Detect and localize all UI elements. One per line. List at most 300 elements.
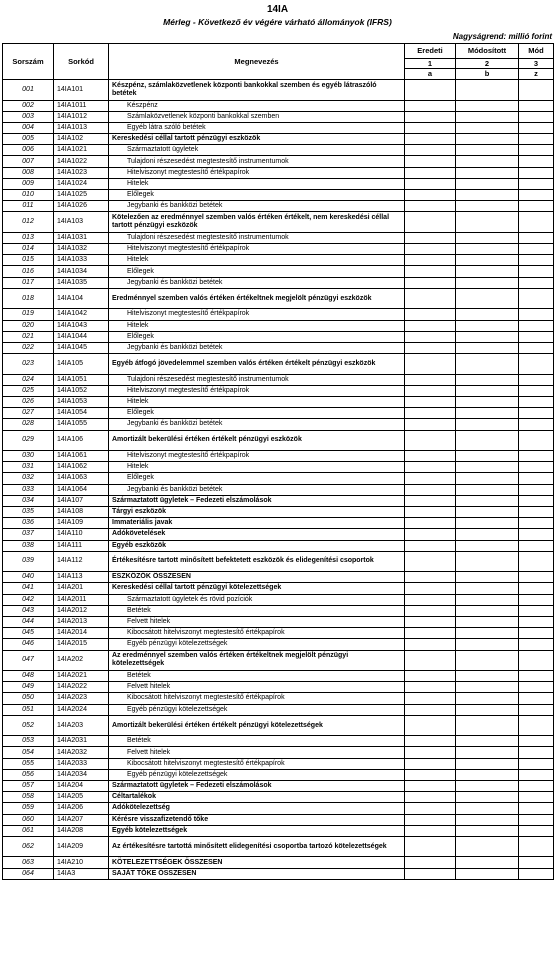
value-cell-modositott[interactable]	[456, 190, 519, 201]
value-cell-mod[interactable]	[519, 320, 554, 331]
value-cell-modositott[interactable]	[456, 551, 519, 572]
value-cell-eredeti[interactable]	[405, 495, 456, 506]
value-cell-mod[interactable]	[519, 122, 554, 133]
value-cell-modositott[interactable]	[456, 650, 519, 671]
value-cell-mod[interactable]	[519, 232, 554, 243]
value-cell-modositott[interactable]	[456, 156, 519, 167]
value-cell-eredeti[interactable]	[405, 111, 456, 122]
value-cell-modositott[interactable]	[456, 167, 519, 178]
row-sorkod: 14IA2024	[54, 704, 109, 715]
value-cell-mod[interactable]	[519, 868, 554, 879]
value-cell-mod[interactable]	[519, 792, 554, 803]
value-cell-mod[interactable]	[519, 342, 554, 353]
value-cell-mod[interactable]	[519, 462, 554, 473]
value-cell-mod[interactable]	[519, 529, 554, 540]
row-sorszam: 036	[3, 518, 54, 529]
value-cell-mod[interactable]	[519, 736, 554, 747]
value-cell-eredeti[interactable]	[405, 190, 456, 201]
value-cell-mod[interactable]	[519, 836, 554, 857]
value-cell-mod[interactable]	[519, 551, 554, 572]
value-cell-mod[interactable]	[519, 506, 554, 517]
row-sorszam: 003	[3, 111, 54, 122]
value-cell-eredeti[interactable]	[405, 736, 456, 747]
value-cell-modositott[interactable]	[456, 758, 519, 769]
value-cell-eredeti[interactable]	[405, 430, 456, 451]
row-sorszam: 041	[3, 583, 54, 594]
value-cell-eredeti[interactable]	[405, 266, 456, 277]
row-megnevezes: SAJÁT TŐKE ÖSSZESEN	[109, 868, 405, 879]
value-cell-modositott[interactable]	[456, 736, 519, 747]
row-sorkod: 14IA201	[54, 583, 109, 594]
row-sorkod: 14IA112	[54, 551, 109, 572]
value-cell-eredeti[interactable]	[405, 628, 456, 639]
value-cell-eredeti[interactable]	[405, 100, 456, 111]
table-row	[3, 693, 554, 704]
value-cell-modositott[interactable]	[456, 572, 519, 583]
table-row	[3, 736, 554, 747]
value-cell-mod[interactable]	[519, 190, 554, 201]
value-cell-eredeti[interactable]	[405, 857, 456, 868]
row-sorszam: 057	[3, 781, 54, 792]
row-sorszam: 025	[3, 385, 54, 396]
row-megnevezes: Kötelezően az eredménnyel szemben valós értéken értékelt, nem kereskedési céllal tartott pénzügyi eszközök	[109, 212, 405, 233]
table-row	[3, 781, 554, 792]
value-cell-eredeti[interactable]	[405, 255, 456, 266]
table-row	[3, 232, 554, 243]
row-sorszam: 046	[3, 639, 54, 650]
value-cell-mod[interactable]	[519, 451, 554, 462]
row-sorszam: 018	[3, 288, 54, 309]
value-cell-modositott[interactable]	[456, 814, 519, 825]
value-cell-modositott[interactable]	[456, 747, 519, 758]
row-sorszam: 059	[3, 803, 54, 814]
row-sorkod: 14IA2031	[54, 736, 109, 747]
value-cell-mod[interactable]	[519, 572, 554, 583]
value-cell-modositott[interactable]	[456, 201, 519, 212]
table-row	[3, 551, 554, 572]
value-cell-modositott[interactable]	[456, 704, 519, 715]
row-sorkod: 14IA1042	[54, 309, 109, 320]
value-cell-modositott[interactable]	[456, 100, 519, 111]
value-cell-mod[interactable]	[519, 594, 554, 605]
value-cell-modositott[interactable]	[456, 212, 519, 233]
row-sorszam: 020	[3, 320, 54, 331]
value-cell-modositott[interactable]	[456, 111, 519, 122]
row-megnevezes: Jegybanki és bankközi betétek	[109, 419, 405, 430]
value-cell-eredeti[interactable]	[405, 540, 456, 551]
value-cell-modositott[interactable]	[456, 277, 519, 288]
value-cell-modositott[interactable]	[456, 836, 519, 857]
row-megnevezes: Előlegek	[109, 473, 405, 484]
value-cell-eredeti[interactable]	[405, 803, 456, 814]
row-megnevezes: Kérésre visszafizetendő tőke	[109, 814, 405, 825]
row-sorszam: 029	[3, 430, 54, 451]
value-cell-modositott[interactable]	[456, 693, 519, 704]
value-cell-mod[interactable]	[519, 288, 554, 309]
table-header	[3, 44, 554, 80]
value-cell-mod[interactable]	[519, 803, 554, 814]
value-cell-eredeti[interactable]	[405, 529, 456, 540]
row-sorkod: 14IA2032	[54, 747, 109, 758]
value-cell-mod[interactable]	[519, 715, 554, 736]
row-sorkod: 14IA108	[54, 506, 109, 517]
value-cell-modositott[interactable]	[456, 309, 519, 320]
table-row	[3, 122, 554, 133]
row-sorkod: 14IA209	[54, 836, 109, 857]
row-megnevezes: Felvett hitelek	[109, 616, 405, 627]
value-cell-eredeti[interactable]	[405, 232, 456, 243]
row-megnevezes: Hitelek	[109, 178, 405, 189]
value-cell-mod[interactable]	[519, 484, 554, 495]
value-cell-modositott[interactable]	[456, 682, 519, 693]
value-cell-eredeti[interactable]	[405, 451, 456, 462]
row-megnevezes: KÖTELEZETTSÉGEK ÖSSZESEN	[109, 857, 405, 868]
value-cell-modositott[interactable]	[456, 616, 519, 627]
value-cell-mod[interactable]	[519, 111, 554, 122]
value-cell-mod[interactable]	[519, 178, 554, 189]
value-cell-eredeti[interactable]	[405, 178, 456, 189]
col-header-modositott: Módosított	[456, 44, 519, 59]
row-megnevezes: Egyéb pénzügyi kötelezettségek	[109, 769, 405, 780]
value-cell-mod[interactable]	[519, 704, 554, 715]
value-cell-eredeti[interactable]	[405, 320, 456, 331]
value-cell-modositott[interactable]	[456, 232, 519, 243]
value-cell-mod[interactable]	[519, 408, 554, 419]
value-cell-eredeti[interactable]	[405, 781, 456, 792]
value-cell-mod[interactable]	[519, 758, 554, 769]
value-cell-modositott[interactable]	[456, 628, 519, 639]
value-cell-eredeti[interactable]	[405, 309, 456, 320]
row-megnevezes: Egyéb átfogó jövedelemmel szemben valós értéken értékelt pénzügyi eszközök	[109, 354, 405, 375]
value-cell-mod[interactable]	[519, 277, 554, 288]
value-cell-modositott[interactable]	[456, 484, 519, 495]
value-cell-mod[interactable]	[519, 309, 554, 320]
value-cell-modositott[interactable]	[456, 354, 519, 375]
value-cell-mod[interactable]	[519, 540, 554, 551]
value-cell-eredeti[interactable]	[405, 518, 456, 529]
value-cell-eredeti[interactable]	[405, 616, 456, 627]
row-sorszam: 022	[3, 342, 54, 353]
value-cell-modositott[interactable]	[456, 792, 519, 803]
value-cell-eredeti[interactable]	[405, 167, 456, 178]
value-cell-mod[interactable]	[519, 266, 554, 277]
value-cell-eredeti[interactable]	[405, 212, 456, 233]
value-cell-mod[interactable]	[519, 396, 554, 407]
value-cell-eredeti[interactable]	[405, 758, 456, 769]
value-cell-mod[interactable]	[519, 201, 554, 212]
table-row	[3, 288, 554, 309]
value-cell-eredeti[interactable]	[405, 572, 456, 583]
value-cell-mod[interactable]	[519, 682, 554, 693]
row-sorkod: 14IA2014	[54, 628, 109, 639]
value-cell-eredeti[interactable]	[405, 288, 456, 309]
value-cell-modositott[interactable]	[456, 331, 519, 342]
table-row	[3, 671, 554, 682]
row-sorkod: 14IA1035	[54, 277, 109, 288]
value-cell-mod[interactable]	[519, 80, 554, 101]
row-sorszam: 052	[3, 715, 54, 736]
value-cell-modositott[interactable]	[456, 419, 519, 430]
value-cell-eredeti[interactable]	[405, 122, 456, 133]
row-sorszam: 010	[3, 190, 54, 201]
row-sorkod: 14IA2034	[54, 769, 109, 780]
value-cell-mod[interactable]	[519, 167, 554, 178]
row-sorkod: 14IA1043	[54, 320, 109, 331]
row-megnevezes: Jegybanki és bankközi betétek	[109, 201, 405, 212]
row-sorkod: 14IA204	[54, 781, 109, 792]
value-cell-modositott[interactable]	[456, 473, 519, 484]
value-cell-modositott[interactable]	[456, 803, 519, 814]
value-cell-modositott[interactable]	[456, 671, 519, 682]
table-row	[3, 111, 554, 122]
value-cell-mod[interactable]	[519, 628, 554, 639]
row-sorkod: 14IA1061	[54, 451, 109, 462]
table-row	[3, 529, 554, 540]
table-row	[3, 814, 554, 825]
value-cell-modositott[interactable]	[456, 80, 519, 101]
table-row	[3, 201, 554, 212]
value-cell-eredeti[interactable]	[405, 484, 456, 495]
col-header-sorkod: Sorkód	[54, 44, 109, 80]
value-cell-eredeti[interactable]	[405, 354, 456, 375]
value-cell-modositott[interactable]	[456, 825, 519, 836]
row-sorszam: 013	[3, 232, 54, 243]
value-cell-modositott[interactable]	[456, 374, 519, 385]
value-cell-eredeti[interactable]	[405, 277, 456, 288]
value-cell-mod[interactable]	[519, 671, 554, 682]
value-cell-eredeti[interactable]	[405, 385, 456, 396]
value-cell-modositott[interactable]	[456, 583, 519, 594]
row-megnevezes: Az értékesítésre tartottá minősített elidegenítési csoportba tartozó kötelezettségek	[109, 836, 405, 857]
value-cell-mod[interactable]	[519, 747, 554, 758]
value-cell-eredeti[interactable]	[405, 594, 456, 605]
value-cell-mod[interactable]	[519, 354, 554, 375]
value-cell-eredeti[interactable]	[405, 134, 456, 145]
value-cell-eredeti[interactable]	[405, 836, 456, 857]
value-cell-eredeti[interactable]	[405, 583, 456, 594]
value-cell-mod[interactable]	[519, 693, 554, 704]
row-sorszam: 034	[3, 495, 54, 506]
row-megnevezes: Eredménnyel szemben valós értéken értékeltnek megjelölt pénzügyi eszközök	[109, 288, 405, 309]
value-cell-mod[interactable]	[519, 650, 554, 671]
row-sorkod: 14IA207	[54, 814, 109, 825]
table-row	[3, 309, 554, 320]
value-cell-eredeti[interactable]	[405, 342, 456, 353]
row-sorkod: 14IA113	[54, 572, 109, 583]
value-cell-eredeti[interactable]	[405, 639, 456, 650]
table-row	[3, 616, 554, 627]
value-cell-eredeti[interactable]	[405, 693, 456, 704]
value-cell-eredeti[interactable]	[405, 374, 456, 385]
row-sorkod: 14IA110	[54, 529, 109, 540]
value-cell-modositott[interactable]	[456, 451, 519, 462]
value-cell-eredeti[interactable]	[405, 671, 456, 682]
row-sorkod: 14IA1063	[54, 473, 109, 484]
value-cell-mod[interactable]	[519, 100, 554, 111]
value-cell-modositott[interactable]	[456, 145, 519, 156]
value-cell-eredeti[interactable]	[405, 408, 456, 419]
value-cell-eredeti[interactable]	[405, 868, 456, 879]
value-cell-modositott[interactable]	[456, 715, 519, 736]
value-cell-modositott[interactable]	[456, 122, 519, 133]
value-cell-mod[interactable]	[519, 331, 554, 342]
table-row	[3, 639, 554, 650]
value-cell-mod[interactable]	[519, 134, 554, 145]
value-cell-mod[interactable]	[519, 857, 554, 868]
value-cell-mod[interactable]	[519, 244, 554, 255]
row-megnevezes: Amortizált bekerülési értéken értékelt pénzügyi eszközök	[109, 430, 405, 451]
value-cell-modositott[interactable]	[456, 506, 519, 517]
row-sorszam: 039	[3, 551, 54, 572]
value-cell-eredeti[interactable]	[405, 156, 456, 167]
value-cell-modositott[interactable]	[456, 408, 519, 419]
value-cell-modositott[interactable]	[456, 769, 519, 780]
value-cell-eredeti[interactable]	[405, 747, 456, 758]
value-cell-mod[interactable]	[519, 639, 554, 650]
value-cell-eredeti[interactable]	[405, 792, 456, 803]
table-body	[3, 80, 554, 880]
value-cell-modositott[interactable]	[456, 462, 519, 473]
value-cell-mod[interactable]	[519, 430, 554, 451]
table-row	[3, 836, 554, 857]
value-cell-eredeti[interactable]	[405, 506, 456, 517]
value-cell-modositott[interactable]	[456, 430, 519, 451]
row-sorszam: 035	[3, 506, 54, 517]
value-cell-mod[interactable]	[519, 616, 554, 627]
row-sorszam: 007	[3, 156, 54, 167]
value-cell-mod[interactable]	[519, 769, 554, 780]
value-cell-mod[interactable]	[519, 212, 554, 233]
value-cell-mod[interactable]	[519, 385, 554, 396]
value-cell-eredeti[interactable]	[405, 473, 456, 484]
value-cell-modositott[interactable]	[456, 857, 519, 868]
value-cell-eredeti[interactable]	[405, 605, 456, 616]
table-row	[3, 451, 554, 462]
table-row	[3, 857, 554, 868]
value-cell-modositott[interactable]	[456, 134, 519, 145]
value-cell-mod[interactable]	[519, 781, 554, 792]
value-cell-eredeti[interactable]	[405, 704, 456, 715]
value-cell-modositott[interactable]	[456, 594, 519, 605]
table-row	[3, 628, 554, 639]
col-header-eredeti: Eredeti	[405, 44, 456, 59]
value-cell-mod[interactable]	[519, 419, 554, 430]
value-cell-eredeti[interactable]	[405, 814, 456, 825]
row-sorszam: 058	[3, 792, 54, 803]
row-sorszam: 011	[3, 201, 54, 212]
row-megnevezes: Hitelek	[109, 255, 405, 266]
value-cell-modositott[interactable]	[456, 781, 519, 792]
value-cell-eredeti[interactable]	[405, 201, 456, 212]
value-cell-eredeti[interactable]	[405, 80, 456, 101]
row-sorkod: 14IA1024	[54, 178, 109, 189]
row-megnevezes: Egyéb látra szóló betétek	[109, 122, 405, 133]
value-cell-eredeti[interactable]	[405, 331, 456, 342]
value-cell-modositott[interactable]	[456, 868, 519, 879]
value-cell-eredeti[interactable]	[405, 419, 456, 430]
row-megnevezes: Származtatott ügyletek és rövid pozíciók	[109, 594, 405, 605]
row-sorszam: 017	[3, 277, 54, 288]
value-cell-eredeti[interactable]	[405, 396, 456, 407]
row-sorkod: 14IA1044	[54, 331, 109, 342]
row-megnevezes: Értékesítésre tartott minősített befektetett eszközök és elidegenítési csoportok	[109, 551, 405, 572]
value-cell-mod[interactable]	[519, 495, 554, 506]
table-row	[3, 156, 554, 167]
value-cell-eredeti[interactable]	[405, 145, 456, 156]
value-cell-eredeti[interactable]	[405, 715, 456, 736]
row-sorszam: 001	[3, 80, 54, 101]
value-cell-modositott[interactable]	[456, 639, 519, 650]
value-cell-modositott[interactable]	[456, 396, 519, 407]
value-cell-mod[interactable]	[519, 255, 554, 266]
value-cell-mod[interactable]	[519, 374, 554, 385]
table-row	[3, 473, 554, 484]
value-cell-eredeti[interactable]	[405, 462, 456, 473]
row-sorkod: 14IA1064	[54, 484, 109, 495]
value-cell-eredeti[interactable]	[405, 551, 456, 572]
col-letter-b: b	[456, 69, 519, 80]
row-sorkod: 14IA1023	[54, 167, 109, 178]
value-cell-mod[interactable]	[519, 518, 554, 529]
row-sorszam: 002	[3, 100, 54, 111]
value-cell-eredeti[interactable]	[405, 650, 456, 671]
table-row	[3, 650, 554, 671]
row-sorkod: 14IA1062	[54, 462, 109, 473]
value-cell-modositott[interactable]	[456, 266, 519, 277]
value-cell-mod[interactable]	[519, 814, 554, 825]
value-cell-eredeti[interactable]	[405, 244, 456, 255]
value-cell-mod[interactable]	[519, 605, 554, 616]
table-row	[3, 540, 554, 551]
value-cell-mod[interactable]	[519, 473, 554, 484]
value-cell-modositott[interactable]	[456, 342, 519, 353]
value-cell-modositott[interactable]	[456, 288, 519, 309]
row-sorszam: 015	[3, 255, 54, 266]
col-header-megnevezes: Megnevezés	[109, 44, 405, 80]
value-cell-mod[interactable]	[519, 145, 554, 156]
value-cell-mod[interactable]	[519, 156, 554, 167]
value-cell-modositott[interactable]	[456, 244, 519, 255]
table-row	[3, 419, 554, 430]
value-cell-eredeti[interactable]	[405, 769, 456, 780]
value-cell-modositott[interactable]	[456, 605, 519, 616]
value-cell-modositott[interactable]	[456, 529, 519, 540]
value-cell-mod[interactable]	[519, 583, 554, 594]
value-cell-modositott[interactable]	[456, 320, 519, 331]
table-row	[3, 769, 554, 780]
value-cell-modositott[interactable]	[456, 178, 519, 189]
table-row	[3, 320, 554, 331]
value-cell-modositott[interactable]	[456, 540, 519, 551]
row-megnevezes: Egyéb eszközök	[109, 540, 405, 551]
value-cell-mod[interactable]	[519, 825, 554, 836]
row-sorszam: 031	[3, 462, 54, 473]
value-cell-modositott[interactable]	[456, 385, 519, 396]
value-cell-eredeti[interactable]	[405, 682, 456, 693]
value-cell-modositott[interactable]	[456, 518, 519, 529]
value-cell-modositott[interactable]	[456, 495, 519, 506]
row-sorkod: 14IA1032	[54, 244, 109, 255]
row-sorkod: 14IA101	[54, 80, 109, 101]
value-cell-eredeti[interactable]	[405, 825, 456, 836]
row-sorkod: 14IA3	[54, 868, 109, 879]
row-megnevezes: Számlaközvetlenek központi bankokkal szemben	[109, 111, 405, 122]
table-row	[3, 255, 554, 266]
table-row	[3, 331, 554, 342]
table-row	[3, 506, 554, 517]
value-cell-modositott[interactable]	[456, 255, 519, 266]
row-sorszam: 051	[3, 704, 54, 715]
